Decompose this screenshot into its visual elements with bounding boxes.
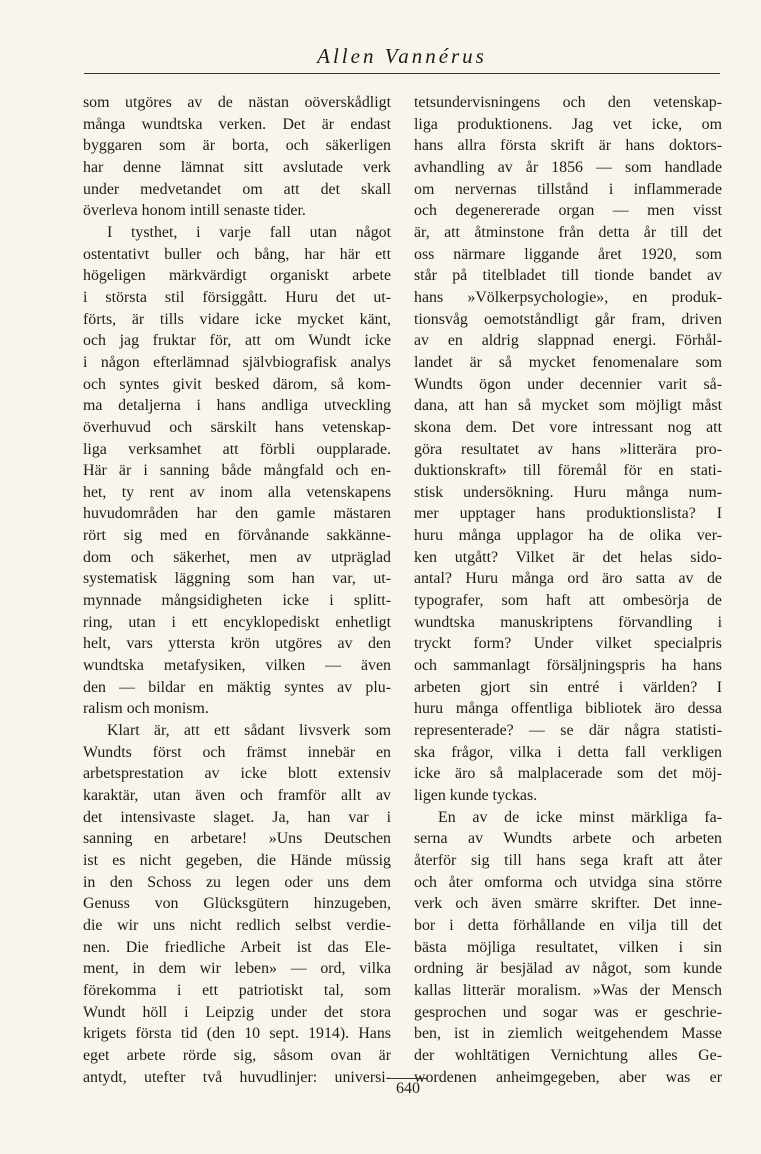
text-line: mer upptager hans produktionslista? I (414, 505, 722, 523)
text-line: förekomma i ett patriotiskt tal, som (83, 981, 391, 999)
running-header: Allen Vannérus (317, 44, 487, 68)
text-line: Klart är, att ett sådant livsverk som (107, 722, 391, 740)
text-line: som utgöres av de nästan oöverskådligt (83, 94, 391, 111)
text-line: die wir uns nicht redlich selbst verdie- (83, 916, 391, 934)
text-line: serna av Wundts arbete och arbeten (414, 830, 722, 848)
text-line: En av de icke minst märkliga fa- (438, 808, 722, 826)
text-line: skona dem. Det vore intressant nog att (414, 418, 722, 436)
text-line: landet är så mycket fenomenalare som (414, 353, 722, 371)
text-line: Här är i sanning både mångfald och en- (83, 462, 391, 480)
text-line: överhuvud och särskilt hans vetenskap- (83, 418, 391, 436)
text-line: I tysthet, i varje fall utan något (107, 223, 391, 241)
text-line: i största stil försiggått. Huru det ut- (83, 288, 391, 306)
text-line: karaktär, utan även och framför allt av (83, 787, 391, 804)
text-line: arbeten gjort sin entré i världen? I (414, 678, 722, 696)
text-line: Wundt höll i Leipzig under det stora (83, 1003, 391, 1021)
text-line: står på titelbladet till tionde bandet av (414, 267, 722, 285)
text-line: duktionskraft» till föremål för en stati- (414, 462, 722, 480)
text-line: liga verksamhet att förbli oupplarade. (83, 440, 391, 458)
text-line: återför sig till hans sega kraft att åter (414, 851, 722, 869)
text-line: förts, är tills vidare icke mycket känt, (83, 310, 391, 328)
text-line: krigets första tid (den 10 sept. 1914). Hans (83, 1025, 391, 1043)
text-line: representerade? — se där några statisti- (414, 722, 722, 740)
text-line: många wundtska verken. Det är endast (83, 115, 391, 133)
text-line: verk och även smärre skrifter. Det inne- (414, 895, 722, 913)
text-line: ist es nicht gegeben, die Hände müssig (83, 851, 391, 869)
text-line: är, att åtminstone från detta år till det (414, 223, 722, 241)
text-line: tionsvåg oemotståndligt går fram, driven (414, 310, 722, 328)
text-line: tetsundervisningens och den vetenskap- (414, 94, 722, 111)
text-line: wordenen anheimgegeben, aber was er (414, 1068, 722, 1086)
text-line: mynnade mångsidigheten icke i splitt- (83, 592, 391, 610)
text-line: ben, ist in ziemlich weitgehendem Masse (414, 1025, 722, 1043)
text-line: het, ty rent av inom alla vetenskapens (83, 483, 391, 501)
text-line: arbetsprestation av icke blott extensiv (83, 765, 391, 783)
text-line: den — bildar en mäktig syntes av plu- (83, 678, 391, 696)
text-line: Wundts först och främst innebär en (83, 743, 391, 761)
text-line: wundtska manuskriptens förvandling i (414, 613, 722, 631)
text-line: ring, utan i ett encyklopediskt enhetligt (83, 613, 391, 631)
text-line: in den Schoss zu legen oder uns dem (83, 873, 391, 891)
text-line: oss närmare liggande året 1920, som (414, 245, 722, 263)
text-line: systematisk läggning som han var, ut- (83, 570, 391, 588)
text-line: hans allra första skrift är hans doktors- (414, 137, 722, 155)
text-line: det intensivaste slaget. Ja, han var i (83, 808, 391, 826)
text-line: sanning en arbetare! »Uns Deutschen (83, 830, 391, 848)
text-line: huru många offentliga bibliotek äro dessa (414, 700, 722, 718)
text-line: eget arbete rörde sig, såsom ovan är (83, 1046, 391, 1064)
text-line: avhandling av år 1856 — som handlade (414, 158, 722, 176)
text-line: kallas litterär moralism. »Was der Mensch (414, 981, 722, 999)
text-line: antal? Huru många ord äro satta av de (414, 570, 722, 588)
text-line: bor i detta förhållande en vilja till det (414, 916, 722, 934)
text-line: och syntes givit besked därom, så kom- (83, 375, 391, 393)
text-line: ordning är besjälad av något, som kunde (414, 960, 722, 978)
text-line: och jag fruktar för, att om Wundt icke (83, 332, 391, 350)
text-line: ma detaljerna i hans andliga utveckling (83, 397, 391, 415)
text-line: och sammanlagt försäljningspris ha hans (414, 657, 722, 675)
text-line: rört sig med en förvånande sakkänne- (83, 527, 391, 545)
text-line: helt, vars yttersta krön utgöres av den (83, 635, 391, 653)
text-line: ment, in dem wir leben» — ord, vilka (83, 960, 391, 978)
text-line: ken utgått? Vilket är det helas sido- (414, 548, 722, 566)
text-line: ligen kunde tyckas. (414, 787, 538, 804)
text-line: huru många upplagor ha de olika ver- (414, 527, 722, 545)
text-line: antydt, utefter två huvudlinjer: universi- (83, 1068, 391, 1086)
footer-rule (388, 1078, 428, 1079)
text-line: icke äro så malplacerade som det möj- (414, 765, 722, 783)
text-line: wundtska metafysiken, vilken — även (83, 657, 391, 675)
text-line: dom och säkerhet, men av utpräglad (83, 548, 391, 566)
text-line: högeligen märkvärdigt organiskt arbete (83, 267, 391, 285)
text-line: under medvetandet om att det skall (83, 180, 391, 198)
right-column (414, 92, 722, 1088)
text-line: ostentativt buller och bång, har här ett (83, 245, 391, 263)
text-line: huvudområden har den gamle mästaren (83, 505, 391, 523)
text-line: dana, att han så mycket som möjligt måst (414, 397, 722, 415)
text-line: nen. Die friedliche Arbeit ist das Ele- (83, 938, 391, 956)
text-line: tryckt form? Under vilket specialpris (414, 635, 722, 653)
text-line: liga produktionens. Jag vet icke, om (414, 115, 722, 133)
text-line: ska frågor, vilka i detta fall verkligen (414, 743, 722, 761)
text-line: Genuss von Glücksgütern hinzugeben, (83, 895, 391, 913)
text-line: typografer, som haft att ombesörja de (414, 592, 722, 610)
text-line: byggaren som är borta, och säkerligen (83, 137, 391, 155)
left-column (83, 92, 391, 1088)
page-number: 640 (396, 1080, 420, 1097)
text-line: göra resultatet av hans »litterära pro- (414, 440, 722, 458)
text-line: och degenererade organ — men visst (414, 202, 722, 220)
text-line: i någon efterlämnad självbiografisk analys (83, 353, 391, 371)
text-line: av en aldrig slappnad energi. Förhål- (414, 332, 722, 350)
text-line: överleva honom intill senaste tider. (83, 202, 306, 220)
text-line: ralism och monism. (83, 700, 209, 718)
text-line: gesprochen und sogar was er geschrie- (414, 1003, 722, 1021)
text-line: stisk undersökning. Huru många num- (414, 483, 722, 501)
text-line: har denne lämnat sitt avslutade verk (83, 158, 391, 176)
text-line: Wundts ögon under decennier varit så- (414, 375, 722, 393)
header-rule (84, 73, 720, 74)
text-line: hans »Völkerpsychologie», en produk- (414, 288, 722, 306)
text-line: bästa möjliga resultatet, vilken i sin (414, 938, 722, 956)
text-line: der wohltätigen Vernichtung alles Ge- (414, 1046, 722, 1064)
text-line: och åter omforma och utvidga sina större (414, 873, 722, 891)
text-line: om nervernas tillstånd i inflammerade (414, 180, 722, 198)
